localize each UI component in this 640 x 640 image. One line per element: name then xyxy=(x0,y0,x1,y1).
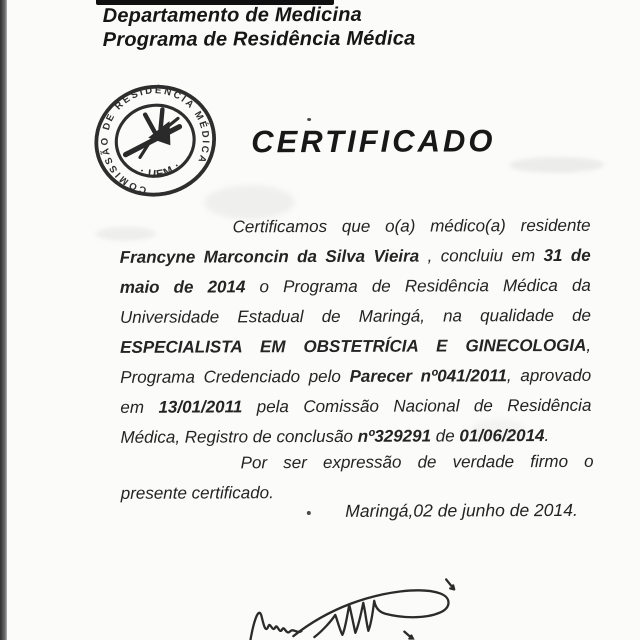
certificate-body xyxy=(120,211,592,453)
ink-speck xyxy=(307,118,311,121)
place-and-date-line: Maringá,02 de junho de 2014. xyxy=(345,499,578,521)
certificate-body-paragraph: Certificamos que o(a) médico(a) residente Francyne Marconcin da Silva Vieira , concluiu em 31 de maio de 2014 o Programa de Residência Médica da Universidade Estadual de Maringá, na qualidade de ESPECIALISTA EM OBSTETRÍCIA E GINECOLOGIA, Programa Credenciado pelo Parecer nº041/2011, aprovado em 13/01/2011 pela Comissão Nacional de Residência Médica, Registro de conclusão nº329291 de 01/06/2014. xyxy=(119,215,592,447)
letterhead-line-1: Departamento de Medicina xyxy=(102,3,363,27)
handwritten-signature-scribble xyxy=(234,572,466,640)
letterhead-line-2: Programa de Residência Médica xyxy=(102,27,416,51)
scan-smudge xyxy=(509,157,604,173)
seal-ring-text: COMISSÃO DE RESIDÊNCIA MÉDICA xyxy=(99,85,211,196)
seal-bottom-text: · UEM · xyxy=(137,159,184,181)
certificate-title: CERTIFICADO xyxy=(251,123,496,160)
closing-statement-paragraph: Por ser expressão de verdade firmo o presente certificado. xyxy=(120,451,594,503)
residency-commission-seal-stamp xyxy=(82,72,229,209)
letterhead xyxy=(103,3,416,52)
ink-speck xyxy=(307,511,311,515)
svg-text:· UEM · xyxy=(136,158,185,184)
